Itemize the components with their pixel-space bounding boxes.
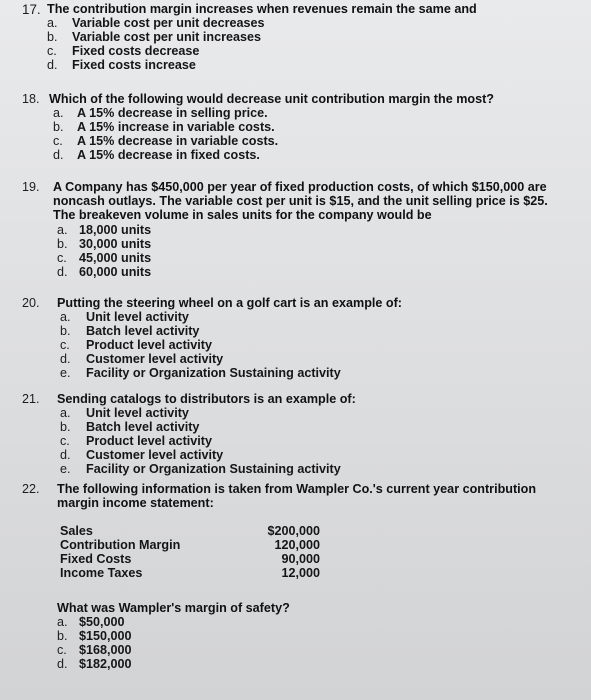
option-text: Customer level activity: [86, 448, 224, 462]
option-letter: a.: [60, 406, 71, 420]
option-text: Unit level activity: [86, 310, 189, 324]
option-letter: c.: [53, 134, 63, 148]
option-text: Batch level activity: [86, 420, 200, 434]
question-stem: Sending catalogs to distributors is an example of:: [57, 392, 356, 406]
option-letter: d.: [57, 657, 68, 671]
question-number: 22.: [22, 482, 40, 496]
option-text: Facility or Organization Sustaining activity: [86, 366, 341, 380]
row-label: Income Taxes: [60, 566, 143, 580]
option-text: $150,000: [79, 629, 132, 643]
row-label: Fixed Costs: [60, 552, 132, 566]
question-19: [22, 181, 582, 286]
option-text: 30,000 units: [79, 237, 152, 251]
option-text: A 15% decrease in selling price.: [77, 106, 268, 120]
question-stem: Putting the steering wheel on a golf cart is an example of:: [57, 296, 402, 310]
option-text: Batch level activity: [86, 324, 200, 338]
option-letter: e.: [60, 462, 71, 476]
option-text: Variable cost per unit increases: [72, 30, 261, 44]
option-text: Product level activity: [86, 338, 212, 352]
option-letter: d.: [47, 58, 58, 72]
question-stem: noncash outlays. The variable cost per unit is $15, and the unit selling price is $25.: [53, 194, 548, 208]
income-statement-table: [60, 525, 330, 585]
option-letter: c.: [57, 643, 67, 657]
option-letter: d.: [60, 448, 71, 462]
option-letter: e.: [60, 366, 71, 380]
option-text: A 15% increase in variable costs.: [77, 120, 275, 134]
option-letter: a.: [57, 223, 68, 237]
row-label: Sales: [60, 524, 93, 538]
option-letter: b.: [47, 30, 58, 44]
option-letter: d.: [53, 148, 64, 162]
option-text: Unit level activity: [86, 406, 189, 420]
option-letter: a.: [47, 16, 58, 30]
option-text: A 15% decrease in fixed costs.: [77, 148, 260, 162]
question-number: 19.: [22, 180, 40, 194]
question-20: [22, 297, 582, 387]
question-17: [22, 3, 582, 83]
row-value: 120,000: [274, 538, 320, 552]
question-number: 20.: [22, 296, 40, 310]
option-letter: c.: [60, 338, 70, 352]
option-letter: a.: [53, 106, 64, 120]
question-stem: The breakeven volume in sales units for the company would be: [53, 208, 432, 222]
question-stem: margin income statement:: [57, 496, 214, 510]
option-text: Product level activity: [86, 434, 212, 448]
option-letter: c.: [57, 251, 67, 265]
question-21: [22, 393, 582, 483]
row-value: $200,000: [267, 524, 320, 538]
option-letter: b.: [60, 420, 71, 434]
option-letter: c.: [60, 434, 70, 448]
option-text: $168,000: [79, 643, 132, 657]
option-letter: b.: [57, 237, 68, 251]
option-text: Fixed costs increase: [72, 58, 196, 72]
option-text: 18,000 units: [79, 223, 152, 237]
sub-question: What was Wampler's margin of safety?: [57, 601, 290, 615]
option-letter: d.: [60, 352, 71, 366]
option-text: 60,000 units: [79, 265, 152, 279]
option-text: 45,000 units: [79, 251, 152, 265]
question-number: 21.: [22, 392, 40, 406]
row-value: 12,000: [281, 566, 320, 580]
option-text: Customer level activity: [86, 352, 224, 366]
question-stem: A Company has $450,000 per year of fixed production costs, of which $150,000 are: [53, 180, 547, 194]
option-letter: c.: [47, 44, 57, 58]
option-letter: b.: [53, 120, 64, 134]
question-22: [22, 483, 582, 693]
option-text: A 15% decrease in variable costs.: [77, 134, 279, 148]
option-text: Variable cost per unit decreases: [72, 16, 265, 30]
question-stem: The contribution margin increases when revenues remain the same and: [47, 2, 477, 16]
row-value: 90,000: [281, 552, 320, 566]
option-text: $182,000: [79, 657, 132, 671]
question-18: [22, 93, 582, 173]
row-label: Contribution Margin: [60, 538, 181, 552]
option-text: Fixed costs decrease: [72, 44, 200, 58]
option-letter: a.: [57, 615, 68, 629]
question-number: 17.: [22, 2, 41, 17]
option-letter: a.: [60, 310, 71, 324]
question-stem: Which of the following would decrease unit contribution margin the most?: [49, 92, 494, 106]
question-number: 18.: [22, 92, 40, 106]
option-letter: d.: [57, 265, 68, 279]
question-stem: The following information is taken from Wampler Co.'s current year contribution: [57, 482, 537, 496]
option-text: Facility or Organization Sustaining activity: [86, 462, 341, 476]
option-text: $50,000: [79, 615, 125, 629]
option-letter: b.: [60, 324, 71, 338]
option-letter: b.: [57, 629, 68, 643]
